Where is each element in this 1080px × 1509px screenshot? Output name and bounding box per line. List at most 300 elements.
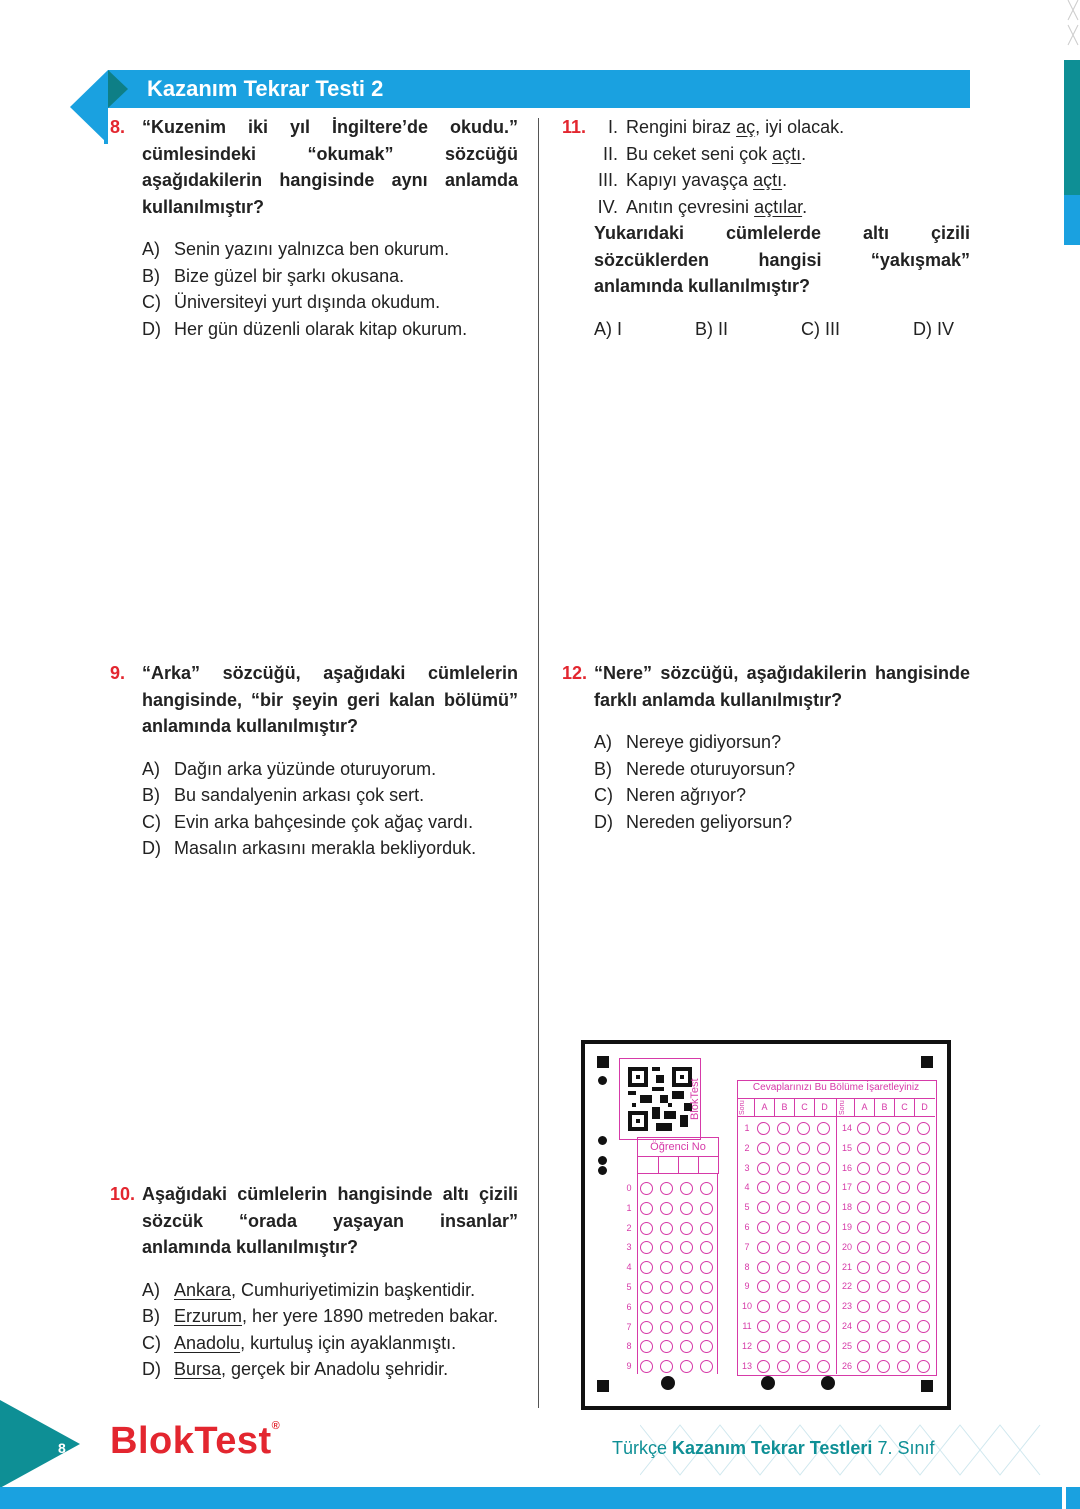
question-number-label: 11: [742, 1321, 752, 1331]
student-number-label: Öğrenci No: [637, 1137, 719, 1157]
answer-bubble: [877, 1221, 890, 1234]
option-letter: A): [142, 758, 160, 779]
answer-bubble: [917, 1162, 930, 1175]
answer-bubble: [777, 1241, 790, 1254]
student-number-bubble: [660, 1321, 673, 1334]
answer-bubble: [757, 1340, 770, 1353]
option-item: [142, 1303, 518, 1330]
answer-bubble: [897, 1261, 910, 1274]
student-number-bubble: [660, 1301, 673, 1314]
answer-bubble: [797, 1142, 810, 1155]
answer-bubble: [857, 1320, 870, 1333]
option-item: B) II: [695, 318, 729, 339]
answer-bubble: [897, 1122, 910, 1135]
option-text: Senin yazını yalnızca ben okurum.: [174, 239, 450, 259]
student-number-bubble: [700, 1321, 713, 1334]
student-number-bubble: [700, 1222, 713, 1235]
option-text: [174, 1330, 456, 1357]
option-text: Nereden geliyorsun?: [626, 811, 793, 832]
series-bold: Kazanım Tekrar Testleri: [672, 1438, 873, 1458]
option-item: [142, 782, 518, 809]
answer-bubble: [917, 1360, 930, 1373]
question-number-label: 6: [744, 1222, 750, 1232]
edge-decoration: [1066, 0, 1080, 60]
grid-line: [874, 1098, 875, 1116]
answer-column-letter: B: [781, 1102, 788, 1112]
option-text: Nerede oturuyorsun?: [626, 758, 796, 779]
roman-text-pre: Anıtın çevresini: [626, 196, 755, 217]
header-arrow: [70, 70, 108, 144]
answer-bubble: [797, 1221, 810, 1234]
option-item: [594, 756, 970, 783]
page-title: Kazanım Tekrar Testi 2: [147, 76, 384, 101]
student-number-bubble: [680, 1281, 693, 1294]
option-item: [594, 729, 970, 756]
student-number-bubble: [700, 1241, 713, 1254]
answer-bubble: [857, 1221, 870, 1234]
roman-text-post: .: [802, 196, 808, 217]
question-number: 9.: [110, 663, 126, 683]
option-item: [594, 809, 970, 836]
student-number-boxes: [637, 1156, 719, 1174]
student-number-bubble: [680, 1261, 693, 1274]
column-divider: [538, 118, 539, 1408]
timing-dot: [761, 1376, 775, 1390]
option-letter: B): [142, 265, 160, 286]
answer-bubble: [777, 1162, 790, 1175]
student-number-bubble: [680, 1241, 693, 1254]
roman-text: [626, 167, 787, 194]
answer-bubble: [777, 1122, 790, 1135]
brand-name: BlokTest: [110, 1420, 272, 1462]
question-number-label: 7: [744, 1241, 750, 1252]
question-number-label: 12: [741, 1340, 752, 1351]
question-number-label: 5: [744, 1202, 750, 1213]
answer-bubble: [817, 1162, 830, 1175]
edge-tab-accent: [1064, 195, 1080, 245]
header-strip: [104, 108, 108, 144]
answer-bubble: [817, 1261, 830, 1274]
question-9: [110, 660, 518, 862]
answer-bubble: [917, 1122, 930, 1135]
question-number-label: 21: [841, 1261, 852, 1272]
answer-bubble: [797, 1241, 810, 1254]
roman-text: [626, 141, 806, 168]
option-letter: B): [594, 758, 612, 779]
grid-line: [774, 1098, 775, 1116]
student-number-bubble: [700, 1340, 713, 1353]
footer-bar-gap: [1062, 1487, 1066, 1509]
question-number-label: 19: [841, 1222, 852, 1232]
option-text: [174, 1277, 475, 1304]
student-number-bubble: [700, 1202, 713, 1215]
option-item: [142, 289, 518, 316]
underlined-word: Anadolu: [174, 1332, 241, 1353]
student-number-bubble: [640, 1321, 653, 1334]
roman-item: [586, 194, 970, 221]
roman-text-pre: Rengini biraz: [626, 117, 737, 137]
question-stem: Yukarıdaki cümlelerde altı çizili sözcüklerden hangisi “yakışmak” anlamında kullanılmıştır?: [594, 223, 970, 296]
underlined-word: açtı: [753, 170, 783, 190]
footer-bar: [0, 1487, 1080, 1509]
option-letter: D): [142, 1359, 161, 1379]
digit-label: 7: [626, 1321, 632, 1332]
question-number-label: 8: [744, 1261, 750, 1272]
options-list: [594, 316, 954, 343]
timing-dot: [598, 1156, 607, 1165]
option-item: [594, 782, 970, 809]
answer-bubble: [777, 1320, 790, 1333]
roman-item: [586, 167, 970, 194]
answer-bubble: [817, 1122, 830, 1135]
option-item: A) I: [594, 318, 623, 339]
digit-label: 3: [626, 1242, 632, 1253]
grid-line: [814, 1098, 815, 1116]
question-number: 12.: [562, 663, 588, 683]
answer-bubble: [877, 1340, 890, 1353]
question-number: 10.: [110, 1184, 136, 1204]
timing-dot: [661, 1376, 675, 1390]
answer-bubble: [857, 1142, 870, 1155]
page-number: 8: [58, 1440, 66, 1456]
student-number-bubble: [660, 1281, 673, 1294]
student-number-bubble: [660, 1261, 673, 1274]
brand-registered-mark: ®: [271, 1420, 281, 1432]
question-number-label: 2: [744, 1142, 750, 1153]
soru-label: Soru: [739, 1100, 746, 1115]
answer-bubble: [757, 1221, 770, 1234]
option-text-rest: , gerçek bir Anadolu şehridir.: [221, 1359, 449, 1379]
question-number-label: 1: [744, 1123, 750, 1133]
roman-item: [586, 114, 970, 141]
option-letter: D): [142, 838, 161, 858]
answer-bubble: [857, 1241, 870, 1254]
grid-line: [854, 1098, 855, 1116]
digit-label: 5: [626, 1282, 632, 1292]
answer-bubble: [917, 1261, 930, 1274]
option-item: [142, 1356, 518, 1383]
option-text: Evin arka bahçesinde çok ağaç vardı.: [174, 811, 474, 832]
roman-numeral: III.: [597, 170, 618, 190]
answer-bubble: [897, 1142, 910, 1155]
option-item: [142, 835, 518, 862]
student-number-bubble: [640, 1182, 653, 1195]
option-letter: B): [142, 1306, 160, 1326]
roman-text: [626, 114, 844, 141]
answer-bubble: [897, 1320, 910, 1333]
question-number-label: 13: [741, 1360, 752, 1371]
option-item: [142, 263, 518, 290]
answer-bubble: [877, 1320, 890, 1333]
answer-bubble: [917, 1320, 930, 1333]
option-text-rest: , kurtuluş için ayaklanmıştı.: [240, 1332, 457, 1353]
answer-bubble: [877, 1261, 890, 1274]
student-number-bubble: [640, 1340, 653, 1353]
question-12: [562, 660, 970, 835]
answer-bubble: [877, 1122, 890, 1135]
digit-label: 9: [626, 1361, 632, 1372]
answer-bubble: [797, 1162, 810, 1175]
options-list: [142, 756, 518, 862]
student-number-bubble: [640, 1241, 653, 1254]
question-number-label: 25: [841, 1340, 852, 1351]
answer-bubble: [857, 1261, 870, 1274]
roman-numeral: II.: [602, 143, 618, 164]
answer-bubble: [797, 1261, 810, 1274]
question-stem: “Arka” sözcüğü, aşağıdaki cümlelerin hangisinde, “bir şeyin geri kalan bölümü” anlamında kullanılmıştır?: [142, 663, 518, 736]
question-number-label: 18: [841, 1202, 852, 1213]
option-item: [142, 1330, 518, 1357]
student-number-bubble: [640, 1222, 653, 1235]
question-stem: Aşağıdaki cümlelerin hangisinde altı çizili sözcük “orada yaşayan insanlar” anlamında kullanılmıştır?: [142, 1184, 518, 1257]
answer-bubble: [897, 1162, 910, 1175]
option-text: [174, 1356, 448, 1383]
digit-label: 0: [626, 1183, 632, 1193]
optical-answer-sheet: [581, 1040, 951, 1410]
student-number-bubble: [640, 1301, 653, 1314]
roman-text-pre: Bu ceket seni çok: [626, 143, 773, 164]
answer-bubble: [857, 1122, 870, 1135]
option-text: Nereye gidiyorsun?: [626, 732, 782, 752]
options-list: [142, 236, 518, 342]
answer-bubble: [817, 1221, 830, 1234]
underlined-word: Ankara: [174, 1279, 232, 1300]
option-text-rest: , Cumhuriyetimizin başkentidir.: [231, 1279, 476, 1300]
question-10: [110, 1181, 518, 1383]
option-letter: C): [142, 292, 161, 312]
option-text: Bu sandalyenin arkası çok sert.: [174, 785, 425, 805]
answer-bubble: [897, 1340, 910, 1353]
option-letter: C): [594, 785, 613, 805]
question-number-label: 20: [841, 1241, 852, 1252]
student-number-bubble: [640, 1261, 653, 1274]
question-number-label: 24: [841, 1321, 852, 1331]
answer-bubble: [917, 1340, 930, 1353]
student-number-bubble: [680, 1202, 693, 1215]
answer-bubble: [757, 1261, 770, 1274]
question-number-label: 22: [841, 1281, 852, 1292]
student-number-bubble: [680, 1360, 693, 1373]
student-number-bubble: [640, 1281, 653, 1294]
underlined-word: aç: [736, 117, 756, 137]
option-item: [142, 316, 518, 343]
answer-column-letter: C: [801, 1102, 808, 1112]
option-text: Üniversiteyi yurt dışında okudum.: [174, 292, 441, 312]
answer-bubble: [797, 1360, 810, 1373]
question-number-label: 23: [841, 1301, 852, 1312]
option-item: C) III: [801, 318, 840, 339]
roman-item: [586, 141, 970, 168]
student-number-bubble: [640, 1202, 653, 1215]
student-number-bubble: [700, 1261, 713, 1274]
answer-bubble: [897, 1221, 910, 1234]
options-list: [594, 729, 970, 835]
grid-line: [836, 1098, 837, 1374]
answer-column-letter: A: [861, 1102, 868, 1112]
answer-bubble: [777, 1142, 790, 1155]
roman-text-pre: Kapıyı yavaşça: [626, 170, 754, 190]
series-suffix: 7. Sınıf: [872, 1438, 935, 1458]
answer-bubble: [917, 1241, 930, 1254]
options-list: [142, 1277, 518, 1383]
underlined-word: Erzurum: [174, 1306, 243, 1326]
answer-bubble: [817, 1241, 830, 1254]
question-number-label: 9: [744, 1281, 750, 1292]
digits-frame: [717, 1174, 718, 1374]
answer-bubble: [877, 1360, 890, 1373]
option-text: Masalın arkasını merakla bekliyorduk.: [174, 838, 477, 858]
roman-numeral: I.: [607, 117, 618, 137]
answer-column-letter: A: [761, 1102, 768, 1112]
student-number-bubble: [660, 1182, 673, 1195]
timing-dot: [598, 1076, 607, 1085]
registration-mark: [597, 1380, 609, 1392]
option-letter: A): [142, 239, 160, 259]
answer-bubble: [897, 1241, 910, 1254]
option-text: [174, 1303, 498, 1330]
question-stem: “Nere” sözcüğü, aşağıdakilerin hangisinde farklı anlamda kullanılmıştır?: [594, 663, 970, 710]
question-number-label: 4: [744, 1182, 750, 1193]
option-letter: C): [142, 1332, 161, 1353]
answer-grid-title: Cevaplarınızı Bu Bölüme İşaretleyiniz: [752, 1082, 920, 1093]
grid-line: [914, 1098, 915, 1116]
option-text-rest: , her yere 1890 metreden bakar.: [242, 1306, 499, 1326]
question-number-label: 17: [841, 1182, 852, 1193]
student-number-bubble: [680, 1321, 693, 1334]
timing-dot: [598, 1136, 607, 1145]
answer-bubble: [917, 1142, 930, 1155]
answer-bubble: [857, 1162, 870, 1175]
digit-label: 1: [626, 1202, 632, 1213]
option-letter: D): [594, 811, 613, 832]
question-number-label: 14: [841, 1123, 852, 1133]
grid-line: [754, 1098, 755, 1116]
question-number-label: 16: [841, 1162, 852, 1173]
answer-bubble: [917, 1221, 930, 1234]
series-title: [612, 1438, 934, 1459]
option-text: Dağın arka yüzünde oturuyorum.: [174, 758, 437, 779]
answer-bubble: [777, 1340, 790, 1353]
brand-logo: [110, 1420, 280, 1463]
answer-bubble: [897, 1360, 910, 1373]
student-number-bubble: [660, 1360, 673, 1373]
answer-bubble: [757, 1320, 770, 1333]
student-number-bubble: [660, 1202, 673, 1215]
answer-bubble: [797, 1340, 810, 1353]
answer-bubble: [777, 1221, 790, 1234]
option-item: [142, 809, 518, 836]
option-item: D) IV: [912, 318, 954, 339]
digit-label: 4: [626, 1262, 632, 1273]
answer-bubble: [757, 1360, 770, 1373]
option-letter: B): [142, 785, 160, 805]
option-letter: C): [142, 811, 161, 832]
registration-mark: [921, 1056, 933, 1068]
answer-bubble: [817, 1142, 830, 1155]
option-item: [142, 1277, 518, 1304]
roman-items: [594, 114, 970, 220]
answer-bubble: [757, 1241, 770, 1254]
question-11: [562, 114, 970, 342]
student-number-bubble: [700, 1360, 713, 1373]
student-number-bubble: [700, 1182, 713, 1195]
student-number-bubble: [640, 1360, 653, 1373]
option-letter: A): [594, 732, 612, 752]
question-number-label: 3: [744, 1162, 750, 1173]
question-number: 8.: [110, 117, 126, 137]
underlined-word: açtılar: [754, 196, 803, 217]
option-item: [142, 756, 518, 783]
roman-numeral: IV.: [597, 196, 618, 217]
registration-mark: [597, 1056, 609, 1068]
student-number-bubble: [660, 1222, 673, 1235]
roman-text: [626, 194, 807, 221]
header-chevron-icon: [108, 70, 128, 108]
answer-bubble: [777, 1261, 790, 1274]
student-number-bubble: [700, 1281, 713, 1294]
answer-bubble: [797, 1320, 810, 1333]
answer-column-letter: C: [901, 1102, 908, 1112]
sheet-brand: BlokTest: [689, 1078, 701, 1120]
roman-text-post: .: [801, 143, 807, 164]
answer-bubble: [817, 1340, 830, 1353]
option-letter: A): [142, 1279, 160, 1300]
grid-line: [794, 1098, 795, 1116]
question-8: [110, 114, 518, 342]
answer-bubble: [857, 1360, 870, 1373]
answer-bubble: [817, 1320, 830, 1333]
question-number-label: 15: [841, 1142, 852, 1153]
option-item: [142, 236, 518, 263]
answer-bubble: [757, 1162, 770, 1175]
registration-mark: [921, 1380, 933, 1392]
underlined-word: Bursa: [174, 1359, 222, 1379]
digits-frame: [637, 1174, 638, 1374]
answer-bubble: [757, 1122, 770, 1135]
digit-label: 8: [626, 1341, 632, 1352]
question-number-label: 10: [741, 1301, 752, 1312]
answer-bubble: [857, 1340, 870, 1353]
option-letter: D): [142, 318, 161, 339]
timing-dot: [598, 1166, 607, 1175]
student-number-bubble: [700, 1301, 713, 1314]
answer-bubble: [817, 1360, 830, 1373]
roman-text-post: , iyi olacak.: [755, 117, 845, 137]
option-text: Neren ağrıyor?: [626, 785, 747, 805]
student-number-bubble: [660, 1340, 673, 1353]
question-number: 11.: [562, 117, 587, 137]
soru-label: Soru: [839, 1100, 846, 1115]
student-number-bubble: [660, 1241, 673, 1254]
series-prefix: Türkçe: [612, 1438, 673, 1458]
student-number-bubble: [680, 1182, 693, 1195]
digit-label: 2: [626, 1222, 632, 1233]
option-text: Bize güzel bir şarkı okusana.: [174, 265, 405, 286]
answer-column-letter: D: [921, 1102, 928, 1112]
answer-column-letter: B: [881, 1102, 888, 1112]
student-number-bubble: [680, 1340, 693, 1353]
answer-bubble: [757, 1142, 770, 1155]
student-number-bubble: [680, 1222, 693, 1235]
roman-text-post: .: [782, 170, 788, 190]
timing-dot: [821, 1376, 835, 1390]
answer-bubble: [877, 1241, 890, 1254]
question-number-label: 26: [841, 1360, 852, 1371]
option-text: Her gün düzenli olarak kitap okurum.: [174, 318, 468, 339]
answer-column-letter: D: [821, 1102, 828, 1112]
question-stem: “Kuzenim iki yıl İngiltere’de okudu.” cümlesindeki “okumak” sözcüğü aşağıdakilerin hangisinde aynı anlamda kullanılmıştır?: [142, 117, 518, 217]
underlined-word: açtı: [772, 143, 802, 164]
